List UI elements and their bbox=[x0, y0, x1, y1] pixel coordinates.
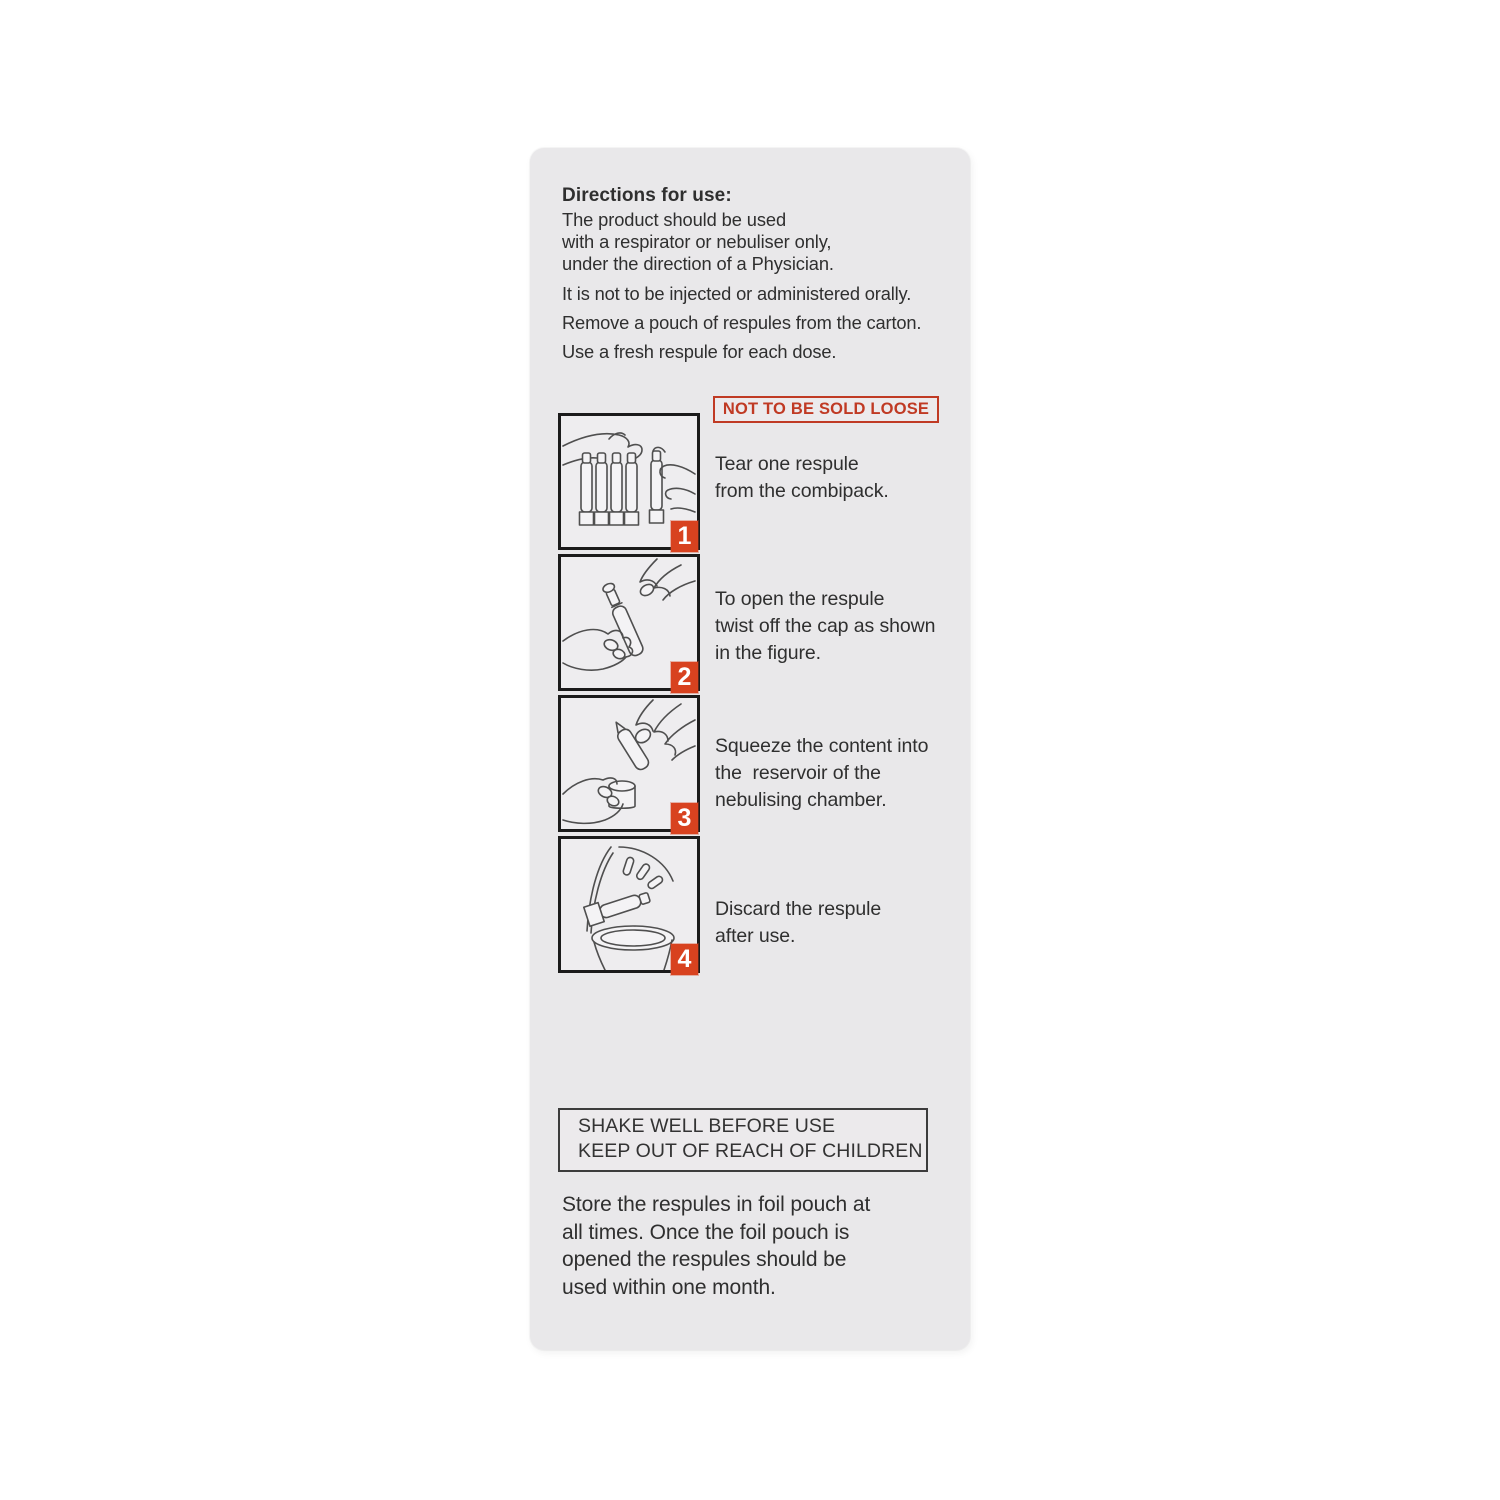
storage-note bbox=[562, 1191, 870, 1301]
storage-line: all times. Once the foil pouch is bbox=[562, 1220, 850, 1244]
carton-back-panel bbox=[530, 148, 970, 1350]
step-3-caption bbox=[715, 733, 928, 814]
warning-label: NOT TO BE SOLD LOOSE bbox=[722, 400, 930, 418]
caption-line: Discard the respule bbox=[715, 898, 882, 920]
not-to-be-sold-loose-badge bbox=[713, 396, 939, 423]
intro-line: with a respirator or nebuliser only, bbox=[562, 231, 832, 252]
directions-note: Use a fresh respule for each dose. bbox=[562, 341, 837, 362]
caption-line: To open the respule bbox=[715, 588, 885, 610]
storage-line: used within one month. bbox=[562, 1275, 776, 1299]
notice-line: KEEP OUT OF REACH OF CHILDREN bbox=[578, 1140, 923, 1162]
step-number-badge: 1 bbox=[671, 521, 698, 552]
instruction-figures bbox=[558, 413, 706, 977]
caption-line: Squeeze the content into bbox=[715, 735, 929, 757]
step-number-badge: 3 bbox=[671, 803, 698, 834]
storage-line: Store the respules in foil pouch at bbox=[562, 1193, 871, 1216]
step-2-caption bbox=[715, 586, 935, 667]
step-number-badge: 2 bbox=[671, 662, 698, 693]
directions-intro bbox=[562, 209, 834, 275]
storage-line: opened the respules should be bbox=[562, 1248, 847, 1271]
caption-line: twist off the cap as shown bbox=[715, 615, 936, 637]
step-3-figure-frame bbox=[558, 695, 700, 832]
caption-line: nebulising chamber. bbox=[715, 789, 887, 811]
directions-note: Remove a pouch of respules from the carton. bbox=[562, 312, 922, 333]
caption-line: Tear one respule bbox=[715, 453, 859, 475]
intro-line: under the direction of a Physician. bbox=[562, 253, 834, 274]
notice-line: SHAKE WELL BEFORE USE bbox=[578, 1115, 836, 1137]
caption-line: in the figure. bbox=[715, 642, 821, 664]
step-2-figure-frame bbox=[558, 554, 700, 691]
step-4-figure-frame bbox=[558, 836, 700, 973]
step-number-badge: 4 bbox=[671, 944, 698, 975]
caption-line: after use. bbox=[715, 925, 796, 947]
step-1-caption bbox=[715, 451, 889, 505]
step-4-caption bbox=[715, 896, 881, 950]
intro-line: The product should be used bbox=[562, 209, 787, 230]
step-1-figure-frame bbox=[558, 413, 700, 550]
shake-well-notice-box bbox=[558, 1108, 928, 1172]
caption-line: the reservoir of the bbox=[715, 762, 881, 784]
directions-heading: Directions for use: bbox=[562, 185, 732, 206]
directions-note: It is not to be injected or administered orally. bbox=[562, 283, 912, 304]
caption-line: from the combipack. bbox=[715, 480, 889, 502]
